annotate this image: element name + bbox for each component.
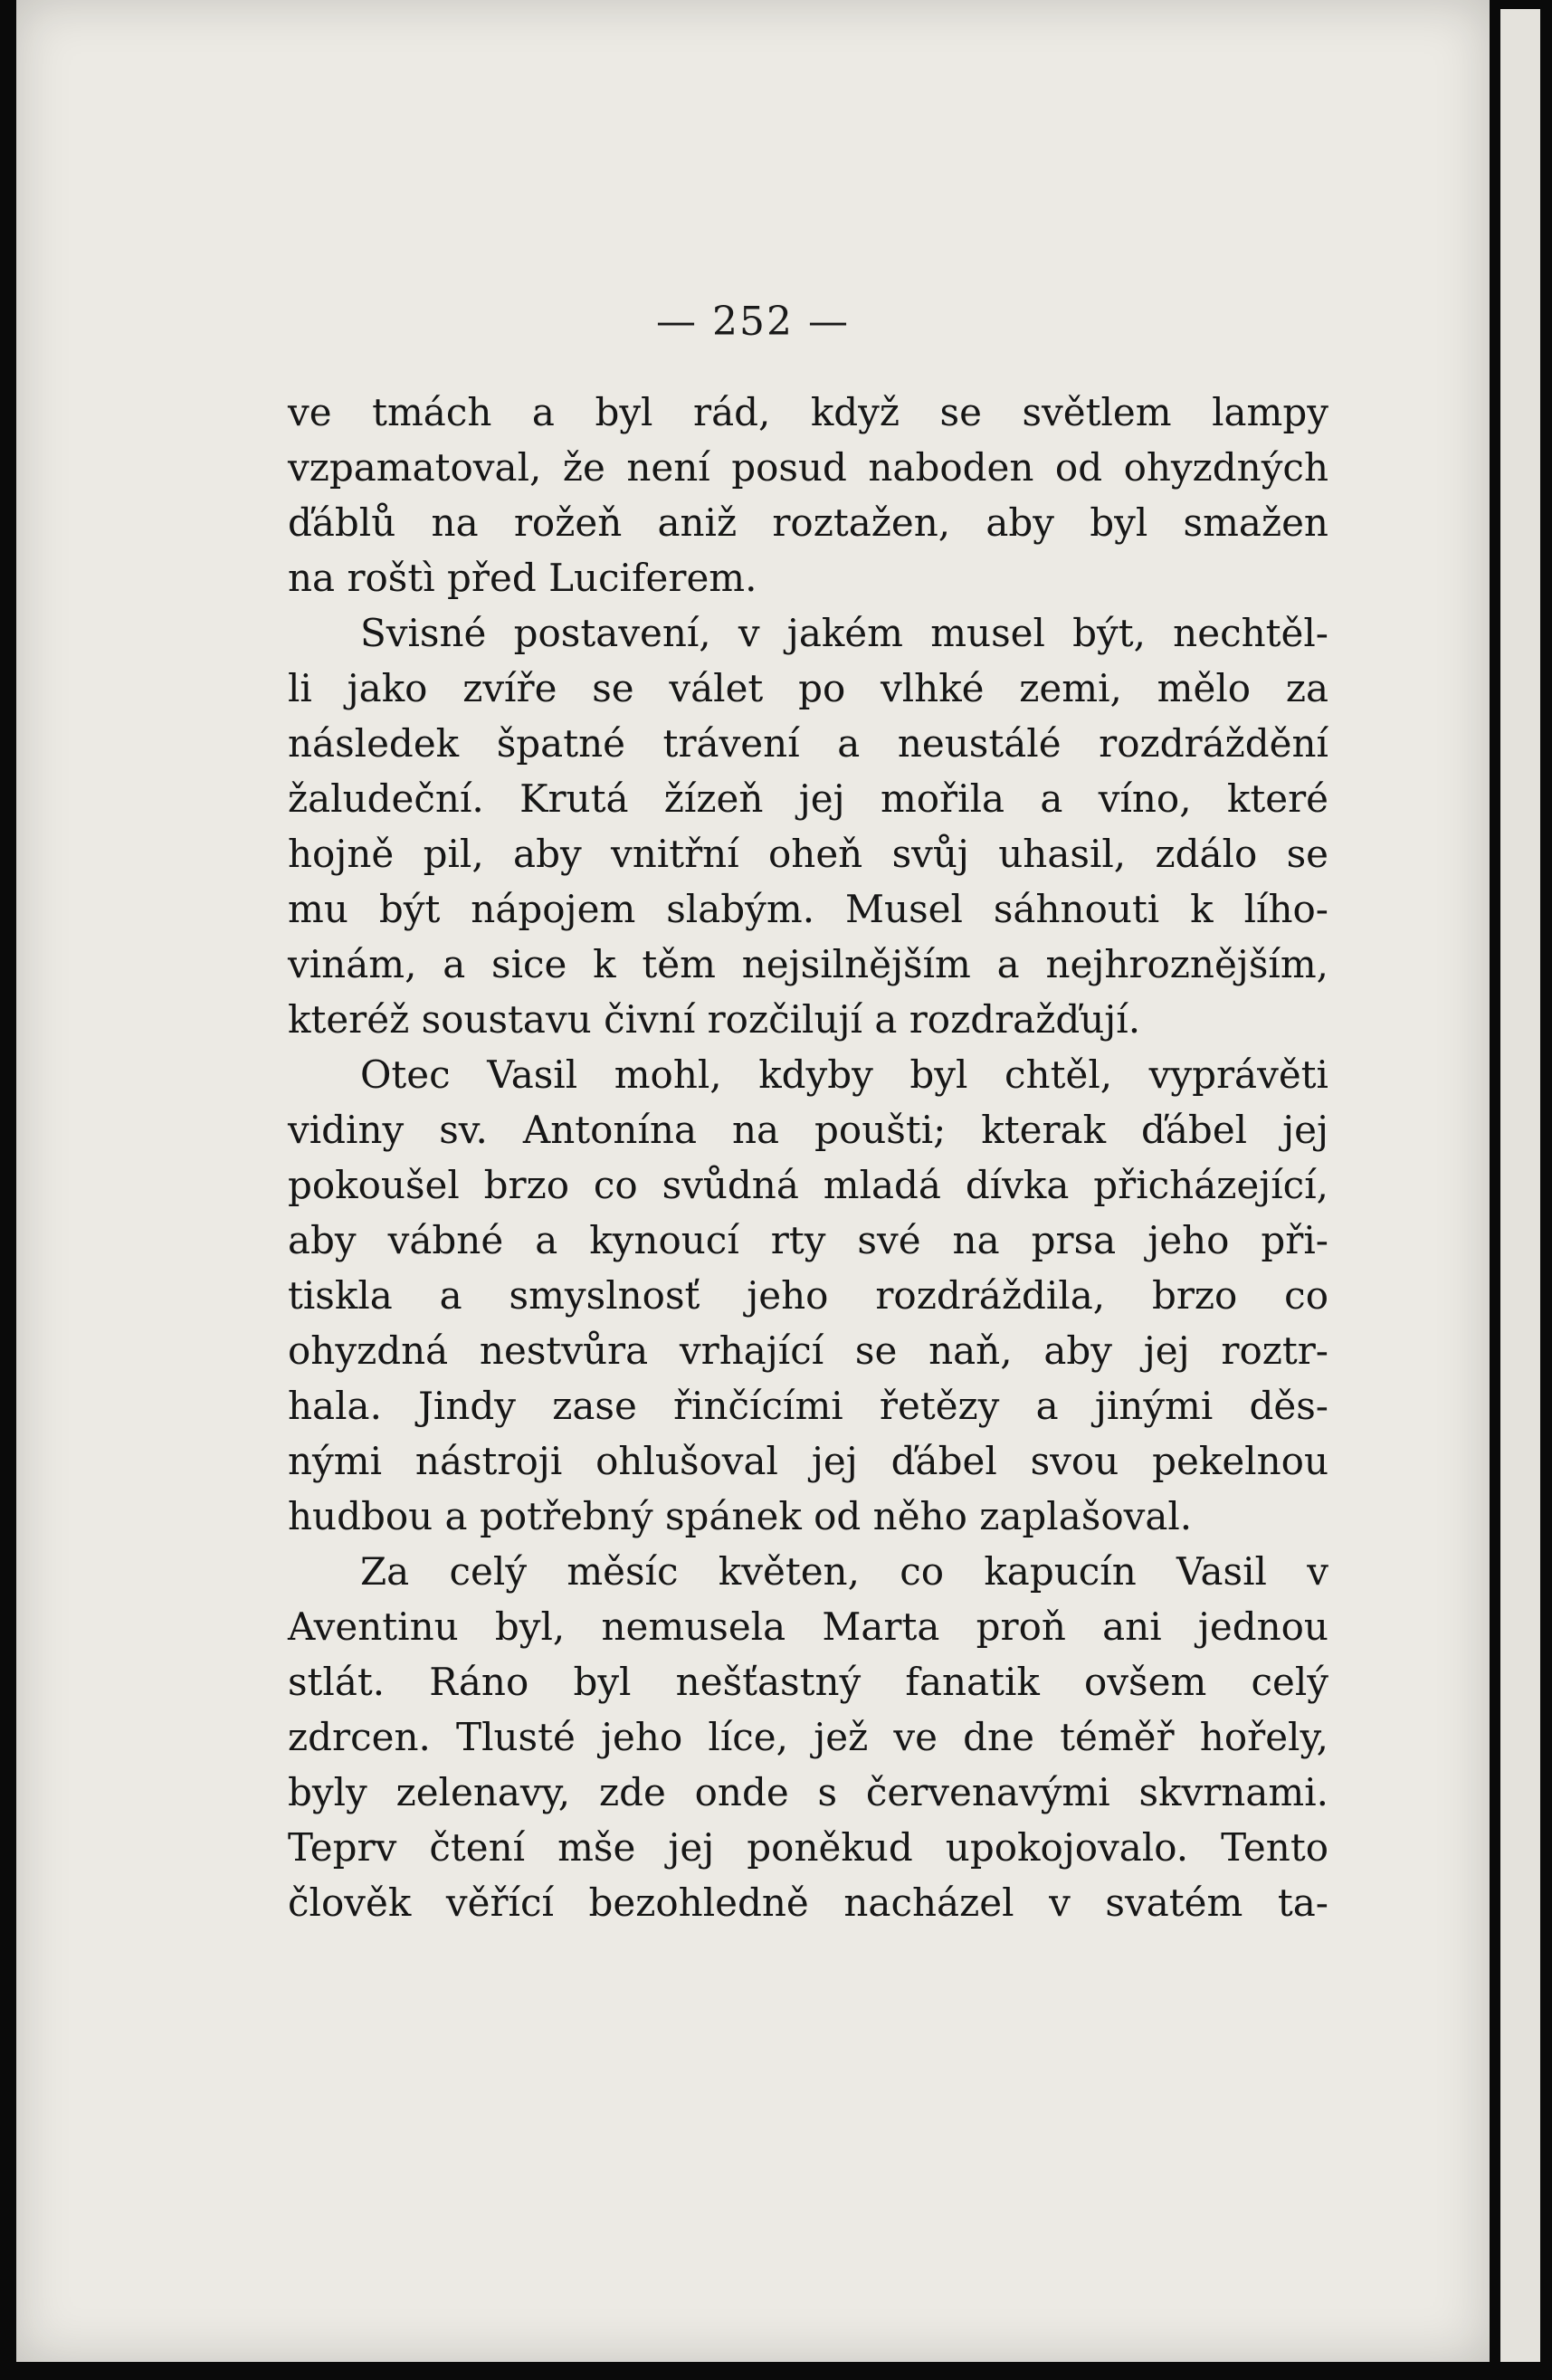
facing-page-edge [1500,9,1540,2362]
text-line: nými nástroji ohlušoval jej ďábel svou pekelnou [288,1439,1328,1483]
text-line: Svisné postavení, v jakém musel být, nechtěl- [360,611,1328,655]
text-line: ďáblů na rožeň aniž roztažen, aby byl smažen [288,500,1328,545]
body-text [288,385,1328,1930]
text-line: žaludeční. Krutá žízeň jej mořila a víno, které [288,776,1328,821]
text-line: kteréž soustavu čivní rozčilují a rozdražďují. [288,997,1141,1042]
book-page [16,0,1490,2362]
page-number: — 252 — [656,299,850,345]
text-line: člověk věřící bezohledně nacházel v svatém ta- [288,1880,1328,1925]
text-line: vidiny sv. Antonína na poušti; kterak ďábel jej [288,1108,1328,1152]
text-line: tiskla a smyslnosť jeho rozdráždila, brzo co [288,1273,1328,1318]
text-line: na roštì před Luciferem. [288,556,757,600]
text-line: ve tmách a byl rád, když se světlem lampy [288,390,1328,434]
text-line: aby vábné a kynoucí rty své na prsa jeho při- [288,1218,1328,1262]
text-line: Teprv čtení mše jej poněkud upokojovalo. Tento [288,1825,1328,1870]
text-line: hudbou a potřebný spánek od něho zaplašoval. [288,1494,1193,1538]
text-line: li jako zvíře se válet po vlhké zemi, mělo za [288,666,1328,710]
text-line: vinám, a sice k těm nejsilnějším a nejhroznějším, [288,942,1328,986]
text-line: ohyzdná nestvůra vrhající se naň, aby jej roztr- [288,1328,1328,1373]
text-line: Otec Vasil mohl, kdyby byl chtěl, vyprávěti [360,1052,1328,1097]
text-line: byly zelenavy, zde onde s červenavými skvrnami. [288,1770,1328,1814]
text-line: následek špatné trávení a neustálé rozdráždění [288,721,1328,766]
text-line: stlát. Ráno byl nešťastný fanatik ovšem celý [288,1660,1328,1704]
text-line: hojně pil, aby vnitřní oheň svůj uhasil, zdálo se [288,832,1328,876]
text-line: pokoušel brzo co svůdná mladá dívka přicházející, [288,1163,1328,1207]
text-line: vzpamatoval, že není posud naboden od ohyzdných [288,445,1328,490]
text-line: zdrcen. Tlusté jeho líce, jež ve dne téměř hořely, [288,1715,1328,1759]
text-line: mu být nápojem slabým. Musel sáhnouti k lího- [288,887,1328,931]
text-line: hala. Jindy zase řinčícími řetězy a jinými děs- [288,1384,1328,1428]
text-line: Aventinu byl, nemusela Marta proň ani jednou [288,1604,1328,1649]
text-line: Za celý měsíc květen, co kapucín Vasil v [360,1549,1328,1594]
